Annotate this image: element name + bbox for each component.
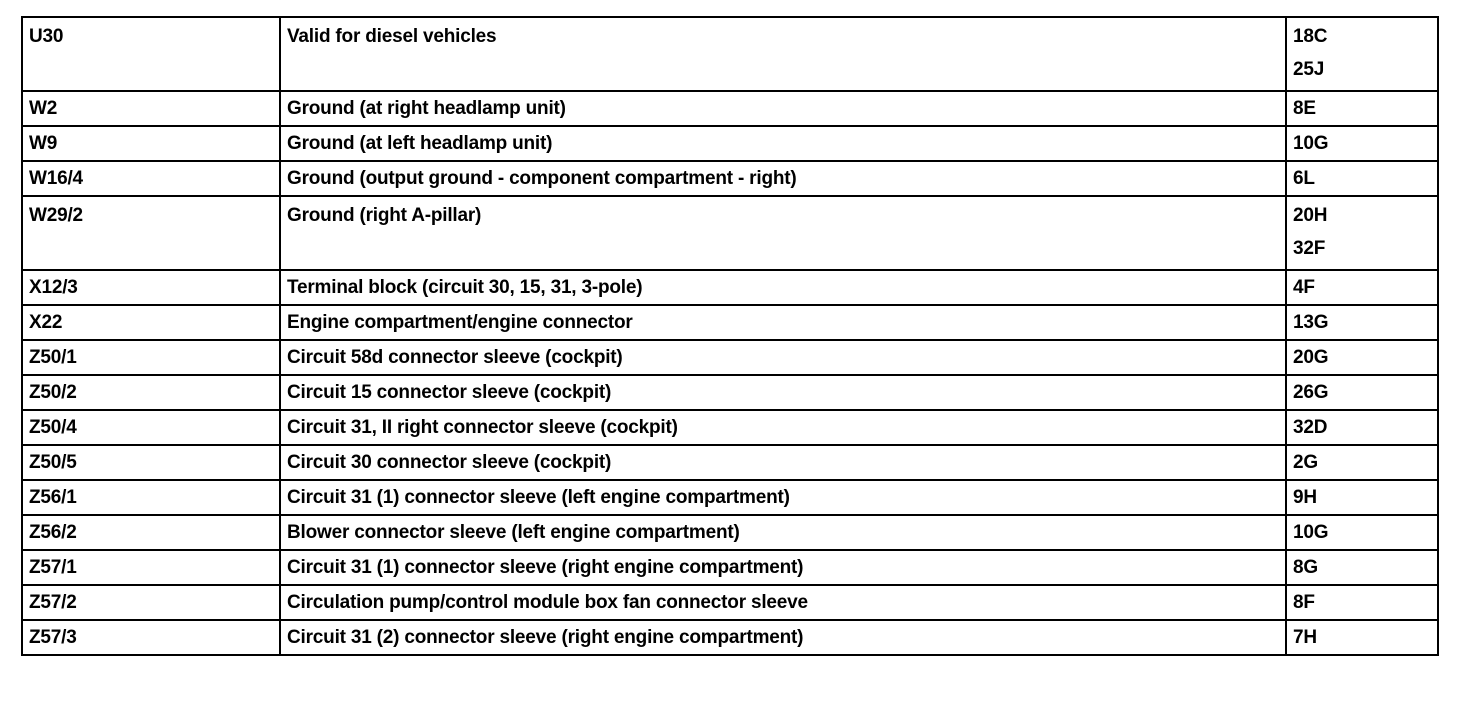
component-id-cell: Z50/4 <box>22 410 280 445</box>
component-description-cell: Ground (right A-pillar) <box>280 196 1286 270</box>
table-row <box>22 515 1438 550</box>
table-row <box>22 340 1438 375</box>
table-row <box>22 375 1438 410</box>
component-id-cell: U30 <box>22 17 280 91</box>
grid-location-cell: 6L <box>1286 161 1438 196</box>
component-id-cell: Z57/1 <box>22 550 280 585</box>
table-row <box>22 550 1438 585</box>
component-id-cell: Z56/1 <box>22 480 280 515</box>
component-id-cell: Z50/2 <box>22 375 280 410</box>
component-description-cell: Circuit 30 connector sleeve (cockpit) <box>280 445 1286 480</box>
grid-location-cell: 20G <box>1286 340 1438 375</box>
table-row <box>22 585 1438 620</box>
component-id-cell: Z50/5 <box>22 445 280 480</box>
table-row <box>22 91 1438 126</box>
grid-location-cell: 8E <box>1286 91 1438 126</box>
grid-location-cell: 26G <box>1286 375 1438 410</box>
grid-location-cell <box>1286 17 1438 91</box>
grid-location-cell: 10G <box>1286 515 1438 550</box>
grid-location: 18C <box>1293 26 1328 47</box>
table-row <box>22 270 1438 305</box>
grid-location-cell: 10G <box>1286 126 1438 161</box>
grid-location-cell: 13G <box>1286 305 1438 340</box>
component-description-cell: Blower connector sleeve (left engine compartment) <box>280 515 1286 550</box>
table-row <box>22 161 1438 196</box>
component-id-cell: Z50/1 <box>22 340 280 375</box>
grid-location-cell <box>1286 196 1438 270</box>
component-id-cell: X22 <box>22 305 280 340</box>
component-id-cell: W9 <box>22 126 280 161</box>
grid-location-cell: 8F <box>1286 585 1438 620</box>
component-description-cell: Terminal block (circuit 30, 15, 31, 3-pole) <box>280 270 1286 305</box>
grid-location: 20H <box>1293 205 1328 226</box>
table-row <box>22 445 1438 480</box>
component-id-cell: X12/3 <box>22 270 280 305</box>
component-description-cell: Circuit 31 (1) connector sleeve (right engine compartment) <box>280 550 1286 585</box>
legend-table-body <box>22 17 1438 655</box>
table-row <box>22 196 1438 270</box>
component-id-cell: Z56/2 <box>22 515 280 550</box>
grid-location: 32F <box>1293 238 1326 259</box>
component-description-cell: Ground (at right headlamp unit) <box>280 91 1286 126</box>
component-description-cell: Circulation pump/control module box fan connector sleeve <box>280 585 1286 620</box>
grid-location-cell: 8G <box>1286 550 1438 585</box>
grid-location: 25J <box>1293 59 1325 80</box>
component-description-cell: Valid for diesel vehicles <box>280 17 1286 91</box>
component-legend-table <box>21 16 1439 656</box>
component-description-cell: Ground (at left headlamp unit) <box>280 126 1286 161</box>
table-row <box>22 410 1438 445</box>
table-row <box>22 126 1438 161</box>
grid-location-cell: 2G <box>1286 445 1438 480</box>
component-id-cell: W16/4 <box>22 161 280 196</box>
component-description-cell: Circuit 31, II right connector sleeve (cockpit) <box>280 410 1286 445</box>
grid-location-cell: 4F <box>1286 270 1438 305</box>
component-description-cell: Circuit 31 (2) connector sleeve (right engine compartment) <box>280 620 1286 655</box>
component-id-cell: W2 <box>22 91 280 126</box>
component-id-cell: Z57/3 <box>22 620 280 655</box>
grid-location-cell: 9H <box>1286 480 1438 515</box>
component-id-cell: Z57/2 <box>22 585 280 620</box>
component-description-cell: Ground (output ground - component compartment - right) <box>280 161 1286 196</box>
component-description-cell: Circuit 15 connector sleeve (cockpit) <box>280 375 1286 410</box>
table-row <box>22 620 1438 655</box>
component-description-cell: Circuit 31 (1) connector sleeve (left engine compartment) <box>280 480 1286 515</box>
component-id-cell: W29/2 <box>22 196 280 270</box>
table-row <box>22 305 1438 340</box>
component-description-cell: Circuit 58d connector sleeve (cockpit) <box>280 340 1286 375</box>
grid-location-cell: 7H <box>1286 620 1438 655</box>
component-description-cell: Engine compartment/engine connector <box>280 305 1286 340</box>
table-row <box>22 480 1438 515</box>
table-row <box>22 17 1438 91</box>
grid-location-cell: 32D <box>1286 410 1438 445</box>
